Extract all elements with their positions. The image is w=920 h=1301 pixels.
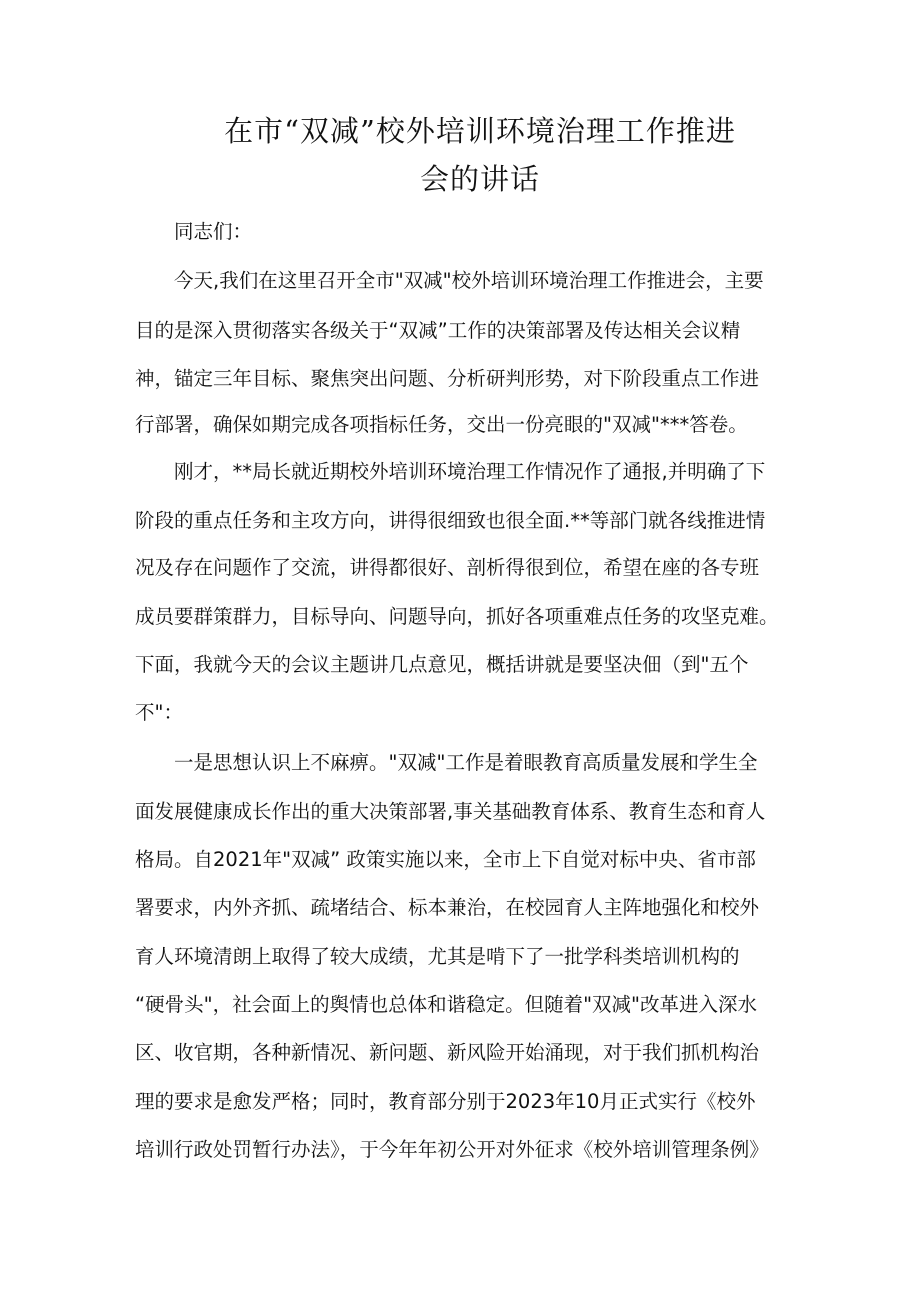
text-line: 况及存在问题作了交流，讲得都很好、剖析得很到位，希望在座的各专班 [135, 556, 760, 579]
text-line: 培训行政处罚暂行办法》，于今年年初公开对外征求《校外培训管理条例》 [135, 1138, 769, 1161]
text-line: 育人环境清朗上取得了较大成绩，尤其是啃下了一批学科类培训机构的 [135, 945, 740, 968]
text-line: 下面，我就今天的会议主题讲几点意见，概括讲就是要坚决佃（到"五个 [135, 653, 749, 676]
text-line: 阶段的重点任务和主攻方向，讲得很细致也很全面.**等部门就各线推进情 [135, 509, 766, 532]
text-line: 区、收官期，各种新情况、新问题、新风险开始涌现，对于我们抓机构治 [135, 1041, 760, 1064]
text-line: 格局。自2021年"双减” 政策实施以来，全市上下自觉对标中央、省市部 [135, 848, 756, 871]
document-title-line-2: 会的讲话 [419, 162, 540, 196]
text-line: 成员要群策群力，目标导向、问题导向，抓好各项重难点任务的攻坚克难。 [135, 605, 779, 628]
document-title-line-1: 在市“双减”校外培训环境治理工作推进 [224, 114, 736, 148]
salutation: 同志们： [174, 220, 253, 243]
text-line: “硬骨头"，社会面上的舆情也总体和谐稳定。但随着"双减"改革进入深水 [135, 993, 758, 1016]
text-line: 署要求，内外齐抓、疏堵结合、标本兼治，在校园育人主阵地强化和校外 [135, 896, 760, 919]
text-line: 不"： [135, 701, 183, 724]
text-line: 面发展健康成长作出的重大决策部署,事关基础教育体系、教育生态和育人 [135, 800, 766, 823]
text-line: 刚才，**局长就近期校外培训环境治理工作情况作了通报,并明确了下 [174, 460, 766, 483]
text-line: 理的要求是愈发严格；同时，教育部分别于2023年10月正式实行《校外 [135, 1090, 756, 1113]
text-line: 神，锚定三年目标、聚焦突出问题、分析研判形势，对下阶段重点工作进 [135, 367, 760, 390]
text-line: 目的是深入贯彻落实各级关于“双减”工作的决策部署及传达相关会议精 [135, 319, 741, 342]
text-line: 一是思想认识上不麻痹。"双减"工作是着眼教育高质量发展和学生全 [174, 751, 758, 774]
text-line: 行部署，确保如期完成各项指标任务，交出一份亮眼的"双减"***答卷。 [135, 413, 748, 436]
text-line: 今天,我们在这里召开全市"双减"校外培训环境治理工作推进会，主要 [174, 269, 764, 292]
